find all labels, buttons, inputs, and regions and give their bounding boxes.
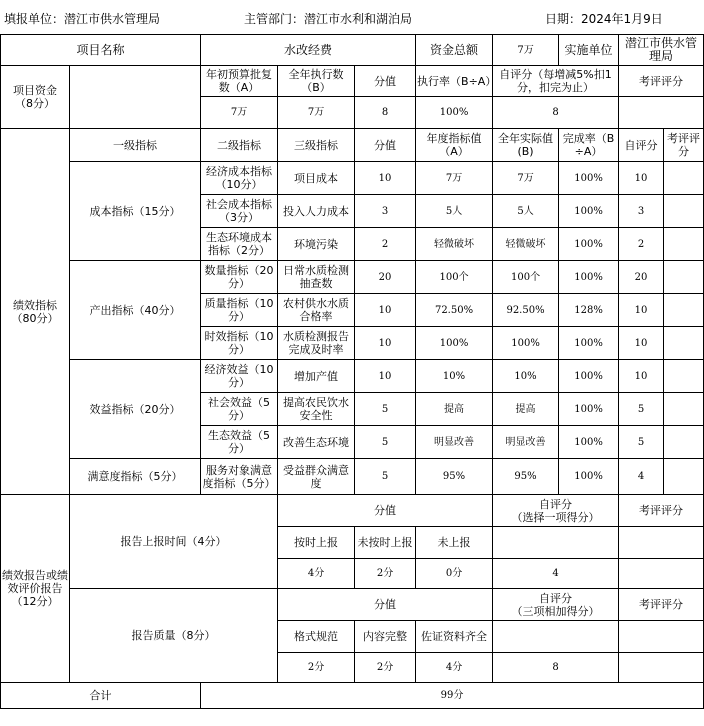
report-time-review-header: 考评评分 [619, 495, 704, 527]
form-header [0, 0, 689, 34]
report-quality-self-blank [493, 621, 619, 653]
indicator-self-score: 2 [619, 228, 664, 261]
level3-indicator: 提高农民饮水安全性 [278, 393, 355, 426]
target-value: 95% [416, 459, 493, 495]
report-quality-self-value: 8 [493, 653, 619, 683]
level2-indicator: 社会成本指标（3分） [201, 195, 278, 228]
report-time-label: 报告上报时间（4分） [70, 495, 278, 589]
perf-row [1, 360, 704, 393]
indicator-review-score [664, 426, 704, 459]
target-value: 提高 [416, 393, 493, 426]
report-time-self-header: 自评分 （选择一项得分） [493, 495, 619, 527]
report-time-points: 0分 [416, 559, 493, 589]
indicator-self-score: 3 [619, 195, 664, 228]
indicator-self-score: 10 [619, 294, 664, 327]
supervising-department: 主管部门：潜江市水利和湖泊局 [244, 12, 413, 26]
report-time-header-row [1, 495, 704, 527]
target-value: 轻微破坏 [416, 228, 493, 261]
level3-indicator: 项目成本 [278, 162, 355, 195]
actual-value: 10% [493, 360, 559, 393]
indicator-review-score [664, 162, 704, 195]
completion-rate: 100% [559, 195, 619, 228]
level3-indicator: 受益群众满意度 [278, 459, 355, 495]
report-quality-option: 格式规范 [278, 621, 355, 653]
report-time-points: 4分 [278, 559, 355, 589]
funds-header-row [1, 66, 704, 97]
exec-value: 7万 [278, 97, 355, 129]
actual-value: 7万 [493, 162, 559, 195]
perf-row [1, 162, 704, 195]
report-quality-score-header: 分值 [278, 589, 493, 621]
level2-indicator: 社会效益（5分） [201, 393, 278, 426]
perf-label: 绩效指标 （80分） [1, 129, 70, 495]
actual-header: 全年实际值(B) [493, 129, 559, 162]
completion-rate: 100% [559, 162, 619, 195]
indicator-review-score [664, 360, 704, 393]
level3-indicator: 日常水质检测抽查数 [278, 261, 355, 294]
report-time-score-header: 分值 [278, 495, 493, 527]
report-quality-label: 报告质量（8分） [70, 589, 278, 683]
indicator-self-score: 5 [619, 393, 664, 426]
completion-rate: 100% [559, 459, 619, 495]
target-value: 明显改善 [416, 426, 493, 459]
indicator-score: 5 [355, 426, 416, 459]
indicator-review-score [664, 228, 704, 261]
budget-value: 7万 [201, 97, 278, 129]
fund-total-label: 资金总额 [416, 35, 493, 66]
report-time-review-blank [619, 527, 704, 559]
report-quality-self-header: 自评分 （三项相加得分） [493, 589, 619, 621]
report-quality-review-header: 考评评分 [619, 589, 704, 621]
level2-header: 二级指标 [201, 129, 278, 162]
completion-rate: 100% [559, 393, 619, 426]
report-quality-option: 内容完整 [355, 621, 416, 653]
level1-indicator: 成本指标（15分） [70, 162, 201, 261]
actual-value: 95% [493, 459, 559, 495]
actual-value: 92.50% [493, 294, 559, 327]
indicator-self-score: 10 [619, 360, 664, 393]
indicator-self-score: 10 [619, 327, 664, 360]
funds-self-value: 8 [493, 97, 619, 129]
report-date: 日期：2024年1月9日 [545, 12, 663, 26]
completion-rate: 100% [559, 327, 619, 360]
fund-total: 7万 [493, 35, 559, 66]
completion-rate: 100% [559, 261, 619, 294]
target-value: 7万 [416, 162, 493, 195]
indicator-score: 10 [355, 294, 416, 327]
exec-header: 全年执行数（B） [278, 66, 355, 97]
perf-self-header: 自评分 [619, 129, 664, 162]
rate-header: 执行率（B÷A） [416, 66, 493, 97]
target-header: 年度指标值（A） [416, 129, 493, 162]
actual-value: 100% [493, 327, 559, 360]
budget-header: 年初预算批复数（A） [201, 66, 278, 97]
indicator-review-score [664, 261, 704, 294]
indicator-self-score: 20 [619, 261, 664, 294]
indicator-score: 2 [355, 228, 416, 261]
level3-indicator: 农村供水水质合格率 [278, 294, 355, 327]
completion-header: 完成率（B÷A） [559, 129, 619, 162]
completion-rate: 100% [559, 360, 619, 393]
funds-review-header: 考评评分 [619, 66, 704, 97]
target-value: 72.50% [416, 294, 493, 327]
level2-indicator: 质量指标（10分） [201, 294, 278, 327]
indicator-score: 10 [355, 327, 416, 360]
project-name: 水改经费 [201, 35, 416, 66]
impl-unit-label: 实施单位 [559, 35, 619, 66]
indicator-review-score [664, 393, 704, 426]
report-quality-option: 佐证资料齐全 [416, 621, 493, 653]
report-quality-points: 4分 [416, 653, 493, 683]
report-time-option: 未按时上报 [355, 527, 416, 559]
level2-indicator: 时效指标（10分） [201, 327, 278, 360]
report-quality-points: 2分 [278, 653, 355, 683]
funds-score-value: 8 [355, 97, 416, 129]
level1-indicator: 满意度指标（5分） [70, 459, 201, 495]
indicator-score: 20 [355, 261, 416, 294]
funds-review-value [619, 97, 704, 129]
funds-score-header: 分值 [355, 66, 416, 97]
perf-row [1, 261, 704, 294]
actual-value: 轻微破坏 [493, 228, 559, 261]
indicator-review-score [664, 294, 704, 327]
level2-indicator: 生态环境成本指标（2分） [201, 228, 278, 261]
rate-value: 100% [416, 97, 493, 129]
report-time-points: 2分 [355, 559, 416, 589]
report-quality-review-value [619, 653, 704, 683]
actual-value: 5人 [493, 195, 559, 228]
completion-rate: 100% [559, 426, 619, 459]
report-time-self-value: 4 [493, 559, 619, 589]
indicator-score: 5 [355, 393, 416, 426]
level3-indicator: 改善生态环境 [278, 426, 355, 459]
level2-indicator: 服务对象满意度指标（5分） [201, 459, 278, 495]
funds-self-header: 自评分（每增减5%扣1分，扣完为止） [493, 66, 619, 97]
actual-value: 明显改善 [493, 426, 559, 459]
level2-indicator: 生态效益（5分） [201, 426, 278, 459]
report-quality-review-blank [619, 621, 704, 653]
report-time-self-blank [493, 527, 619, 559]
total-value: 99分 [201, 683, 704, 709]
perf-review-header: 考评评分 [664, 129, 704, 162]
report-time-review-value [619, 559, 704, 589]
target-value: 10% [416, 360, 493, 393]
completion-rate: 128% [559, 294, 619, 327]
level2-indicator: 经济成本指标（10分） [201, 162, 278, 195]
level2-indicator: 经济效益（10分） [201, 360, 278, 393]
target-value: 100个 [416, 261, 493, 294]
indicator-self-score: 4 [619, 459, 664, 495]
project-info-row [1, 35, 704, 66]
indicator-review-score [664, 459, 704, 495]
report-label: 绩效报告或绩效评价报告（12分） [1, 495, 70, 683]
indicator-score: 10 [355, 162, 416, 195]
target-value: 100% [416, 327, 493, 360]
level2-indicator: 数量指标（20分） [201, 261, 278, 294]
actual-value: 提高 [493, 393, 559, 426]
level1-header: 一级指标 [70, 129, 201, 162]
level3-header: 三级指标 [278, 129, 355, 162]
report-quality-header-row [1, 589, 704, 621]
report-time-option: 未上报 [416, 527, 493, 559]
level3-indicator: 环境污染 [278, 228, 355, 261]
reporting-unit: 填报单位：潜江市供水管理局 [4, 12, 161, 26]
perf-header-row [1, 129, 704, 162]
level3-indicator: 投入人力成本 [278, 195, 355, 228]
completion-rate: 100% [559, 228, 619, 261]
perf-score-header: 分值 [355, 129, 416, 162]
level1-indicator: 产出指标（40分） [70, 261, 201, 360]
indicator-score: 3 [355, 195, 416, 228]
project-name-label: 项目名称 [1, 35, 201, 66]
level3-indicator: 增加产值 [278, 360, 355, 393]
target-value: 5人 [416, 195, 493, 228]
indicator-score: 10 [355, 360, 416, 393]
impl-unit: 潜江市供水管理局 [619, 35, 704, 66]
actual-value: 100个 [493, 261, 559, 294]
funds-label: 项目资金 （8分） [1, 66, 70, 129]
indicator-self-score: 10 [619, 162, 664, 195]
report-time-option: 按时上报 [278, 527, 355, 559]
level3-indicator: 水质检测报告完成及时率 [278, 327, 355, 360]
indicator-self-score: 5 [619, 426, 664, 459]
total-label: 合计 [1, 683, 201, 709]
total-row [1, 683, 704, 709]
funds-empty [70, 66, 201, 129]
indicator-review-score [664, 195, 704, 228]
evaluation-table [0, 34, 704, 709]
perf-row [1, 459, 704, 495]
level1-indicator: 效益指标（20分） [70, 360, 201, 459]
indicator-review-score [664, 327, 704, 360]
report-quality-points: 2分 [355, 653, 416, 683]
indicator-score: 5 [355, 459, 416, 495]
